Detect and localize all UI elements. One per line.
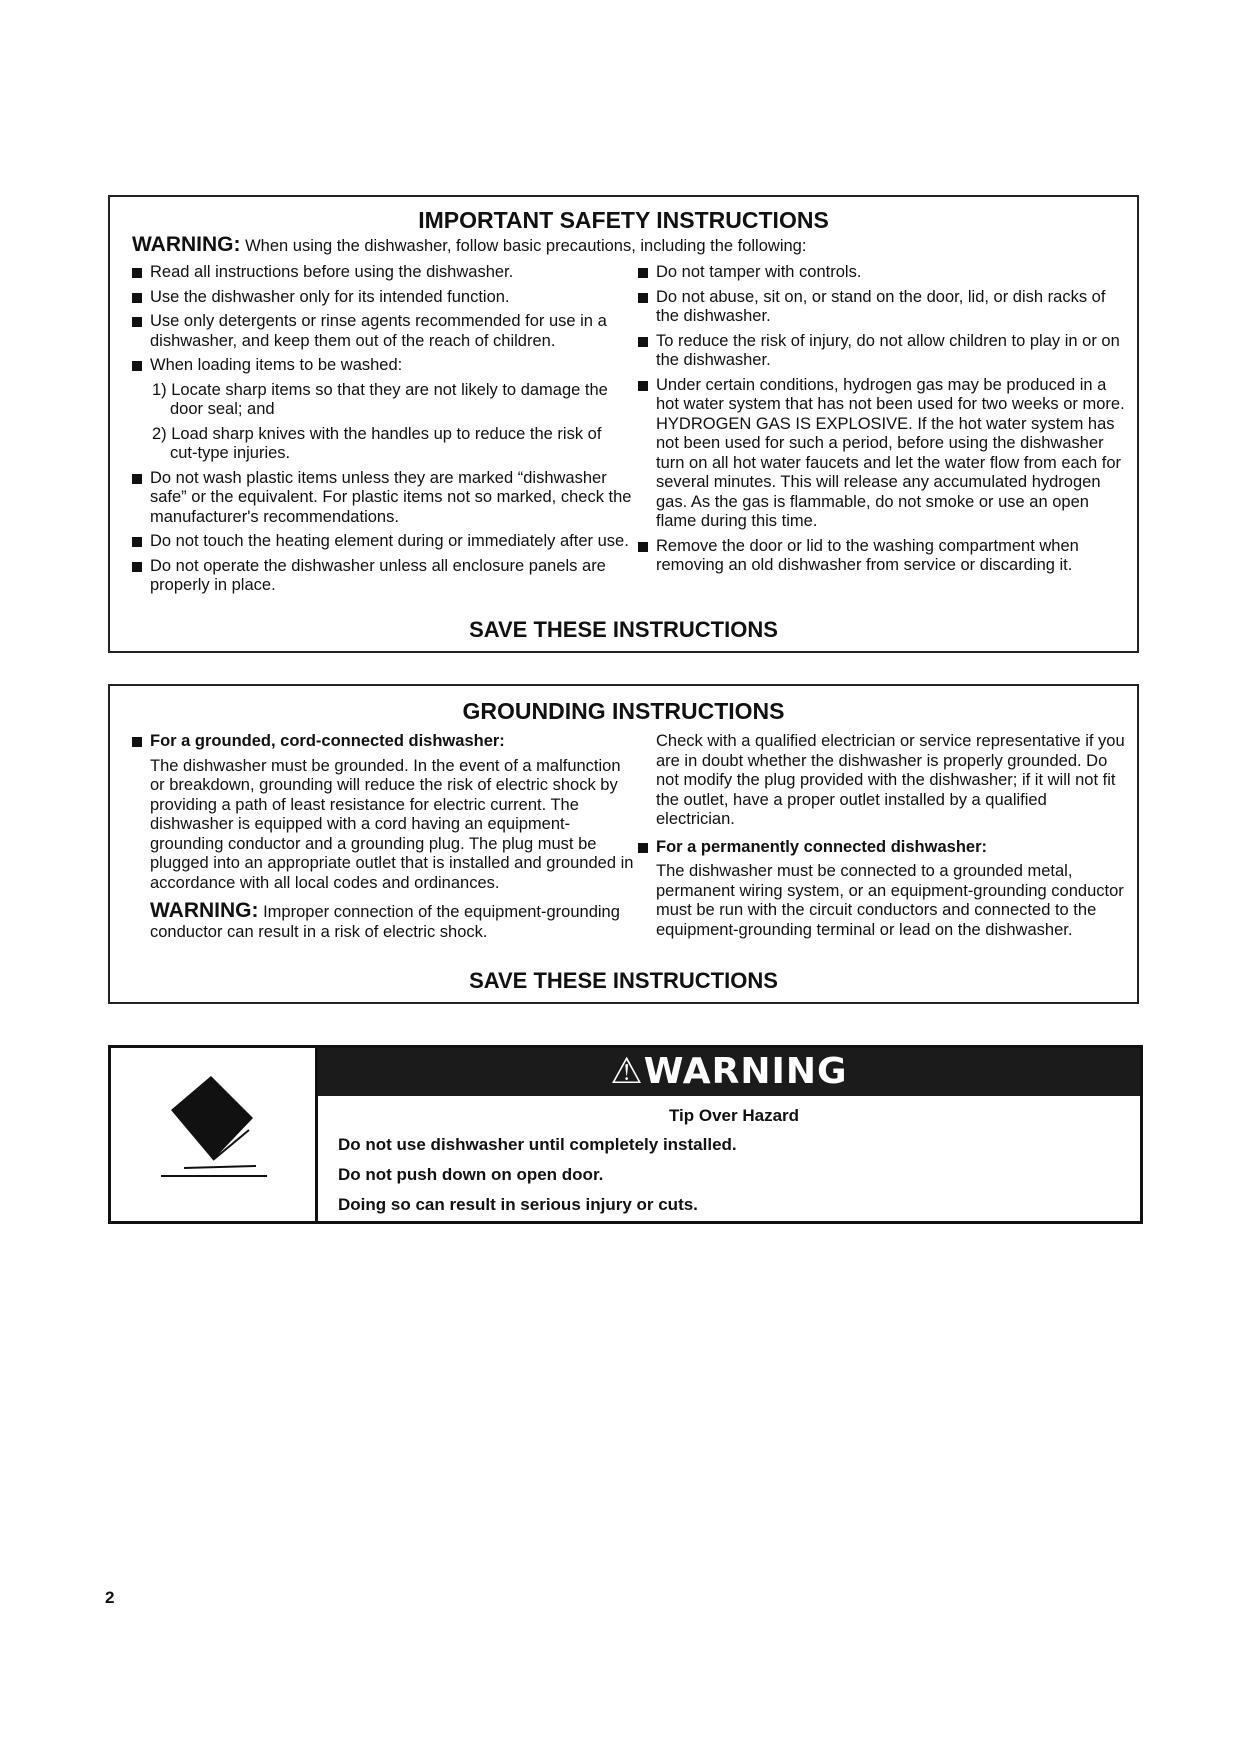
warning-header-text: WARNING (643, 1051, 848, 1092)
safety-warning-line (132, 235, 1137, 256)
hazard-title: Tip Over Hazard (668, 1106, 800, 1125)
check-text: Check with a qualified electrician or service representative if you are in doubt whether the dishwasher is properly grounded. Do not modify the plug provided with the dishwasher; if it will not fit the outlet, have a proper outlet installed by a qualified electrician. (656, 732, 1125, 828)
save-instructions: SAVE THESE INSTRUCTIONS (469, 617, 778, 642)
warning-icon-cell (111, 1048, 318, 1221)
warning-body (338, 1106, 1130, 1225)
list-item: When loading items to be washed: (132, 356, 632, 376)
grounding-warning-label: WARNING: (150, 899, 259, 922)
warning-triangle-icon: ⚠ (610, 1051, 644, 1092)
safety-right-column (638, 263, 1126, 581)
safety-warning-label: WARNING: (132, 233, 241, 256)
safety-left-column (132, 263, 632, 601)
tip-over-warning-box (108, 1045, 1143, 1224)
grounding-left-column (132, 732, 637, 950)
list-item: Use the dishwasher only for its intended function. (132, 288, 632, 308)
warning-line: Do not use dishwasher until completely installed. (338, 1135, 737, 1154)
cord-text: The dishwasher must be grounded. In the event of a malfunction or breakdown, grounding will reduce the risk of electric shock by providing a path of least resistance for electric current. The dishwasher is equipped with a cord having an equipment-grounding conductor and a grounding plug. The plug must be plugged into an appropriate outlet that is installed and grounded in accordance with all local codes and ordinances. (150, 756, 634, 892)
perm-heading: For a permanently connected dishwasher: (638, 838, 1126, 858)
grounding-title: GROUNDING INSTRUCTIONS (462, 698, 785, 724)
list-item: Do not wash plastic items unless they are marked “dishwasher safe” or the equivalent. For plastic items not so marked, check the manufacturer's recommendations. (132, 469, 632, 528)
safety-warning-text: When using the dishwasher, follow basic precautions, including the following: (245, 237, 807, 255)
perm-text: The dishwasher must be connected to a grounded metal, permanent wiring system, or an equipment-grounding conductor must be run with the circuit conductors and connected to the equipment-grounding terminal or lead on the dishwasher. (656, 862, 1124, 939)
warning-line: Doing so can result in serious injury or cuts. (338, 1195, 698, 1214)
list-item: Remove the door or lid to the washing compartment when removing an old dishwasher from service or discarding it. (638, 537, 1126, 576)
list-item: Read all instructions before using the dishwasher. (132, 263, 632, 283)
warning-line: Do not push down on open door. (338, 1165, 604, 1184)
save-instructions: SAVE THESE INSTRUCTIONS (469, 968, 778, 993)
cord-heading: For a grounded, cord-connected dishwasher: (132, 732, 637, 752)
list-item: Do not abuse, sit on, or stand on the door, lid, or dish racks of the dishwasher. (638, 288, 1126, 327)
list-item: Under certain conditions, hydrogen gas may be produced in a hot water system that has not been used for two weeks or more. HYDROGEN GAS IS EXPLOSIVE. If the hot water system has not been used for such a period, before using the dishwasher turn on all hot water faucets and let the water flow from each for several minutes. This will release any accumulated hydrogen gas. As the gas is flammable, do not smoke or use an open flame during this time. (638, 376, 1126, 532)
safety-title: IMPORTANT SAFETY INSTRUCTIONS (418, 207, 829, 233)
list-item: Do not operate the dishwasher unless all enclosure panels are properly in place. (132, 557, 632, 596)
list-item: Do not touch the heating element during or immediately after use. (132, 532, 632, 552)
safety-instructions-box (108, 195, 1139, 653)
sub-list-item: 2) Load sharp knives with the handles up to reduce the risk of cut-type injuries. (152, 424, 602, 462)
grounding-warning-text: Improper connection of the equipment-grounding conductor can result in a risk of electric shock. (150, 903, 620, 941)
grounding-warning (132, 901, 637, 942)
page-number: 2 (105, 1588, 115, 1607)
list-item: Do not tamper with controls. (638, 263, 1126, 283)
sub-list-item: 1) Locate sharp items so that they are not likely to damage the door seal; and (152, 380, 608, 418)
grounding-instructions-box (108, 684, 1139, 1004)
tip-over-icon (111, 1048, 315, 1221)
list-item: Use only detergents or rinse agents recommended for use in a dishwasher, and keep them out of the reach of children. (132, 312, 632, 351)
list-item: To reduce the risk of injury, do not allow children to play in or on the dishwasher. (638, 332, 1126, 371)
warning-header (318, 1048, 1140, 1096)
grounding-right-column (638, 732, 1126, 948)
